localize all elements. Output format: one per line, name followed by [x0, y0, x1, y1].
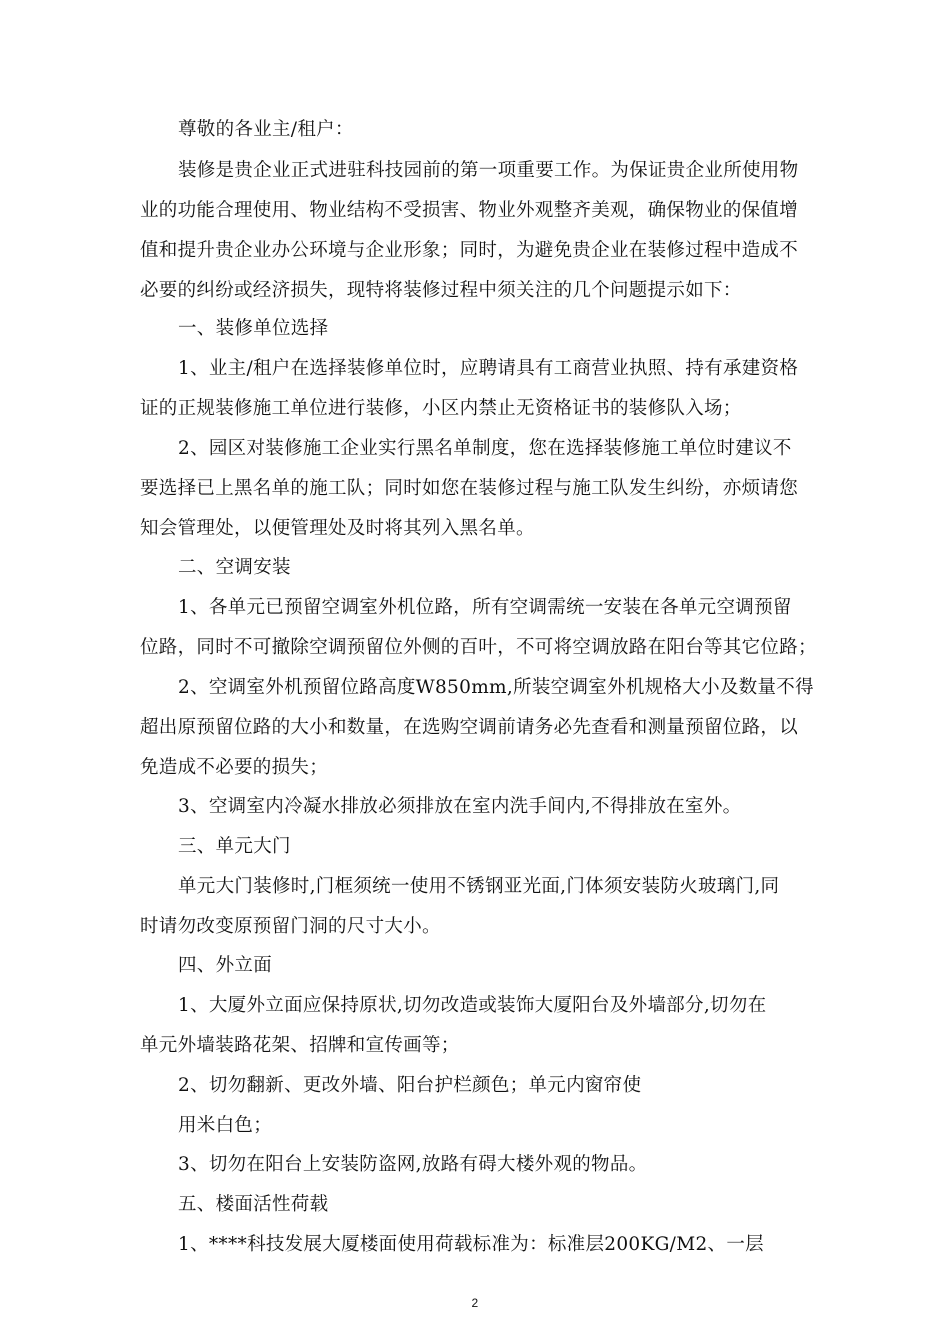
paragraph-line: 免造成不必要的损失；: [140, 757, 329, 778]
paragraph-line: 装修是贵企业正式进驻科技园前的第一项重要工作。为保证贵企业所使用物: [178, 160, 799, 181]
paragraph-line: 3、空调室内冷凝水排放必须排放在室内洗手间内,不得排放在室外。: [178, 796, 742, 817]
paragraph-line: 1、各单元已预留空调室外机位路，所有空调需统一安装在各单元空调预留: [178, 597, 792, 618]
section-heading: 四、外立面: [178, 955, 273, 976]
paragraph-line: 值和提升贵企业办公环境与企业形象；同时，为避免贵企业在装修过程中造成不: [140, 240, 799, 261]
paragraph-line: 2、空调室外机预留位路高度W850mm,所装空调室外机规格大小及数量不得: [178, 677, 814, 698]
paragraph-line: 证的正规装修施工单位进行装修，小区内禁止无资格证书的装修队入场；: [140, 398, 742, 419]
paragraph-line: 3、切勿在阳台上安装防盗网,放路有碍大楼外观的物品。: [178, 1154, 648, 1175]
paragraph-line: 位路，同时不可撤除空调预留位外侧的百叶，不可将空调放路在阳台等其它位路；: [140, 637, 817, 658]
paragraph-line: 业的功能合理使用、物业结构不受损害、物业外观整齐美观，确保物业的保值增: [140, 200, 799, 221]
section-heading: 三、单元大门: [178, 836, 291, 857]
paragraph-line: 2、园区对装修施工企业实行黑名单制度，您在选择装修施工单位时建议不: [178, 438, 792, 459]
paragraph-line: 时请勿改变原预留门洞的尺寸大小。: [140, 916, 441, 937]
paragraph-line: 知会管理处，以便管理处及时将其列入黑名单。: [140, 518, 535, 539]
page-number: 2: [471, 1296, 479, 1310]
paragraph-line: 2、切勿翻新、更改外墙、阳台护栏颜色；单元内窗帘使: [178, 1075, 642, 1096]
paragraph-line: 1、业主/租户在选择装修单位时，应聘请具有工商营业执照、持有承建资格: [178, 358, 799, 379]
paragraph-line: 单元外墙装路花架、招牌和宣传画等；: [140, 1035, 460, 1056]
paragraph-line: 超出原预留位路的大小和数量，在选购空调前请务必先查看和测量预留位路，以: [140, 717, 799, 738]
paragraph-line: 单元大门装修时,门框须统一使用不锈钢亚光面,门体须安装防火玻璃门,同: [178, 876, 780, 897]
paragraph-line: 必要的纠纷或经济损失，现特将装修过程中须关注的几个问题提示如下：: [140, 280, 742, 301]
section-heading: 五、楼面活性荷载: [178, 1194, 329, 1215]
section-heading: 二、空调安装: [178, 557, 291, 578]
paragraph-line: 用米白色；: [178, 1115, 273, 1136]
paragraph-line: 要选择已上黑名单的施工队；同时如您在装修过程与施工队发生纠纷，亦烦请您: [140, 478, 799, 499]
section-heading: 一、装修单位选择: [178, 318, 329, 339]
paragraph-line: 1、大厦外立面应保持原状,切勿改造或装饰大厦阳台及外墙部分,切勿在: [178, 995, 767, 1016]
paragraph-line: 1、****科技发展大厦楼面使用荷载标准为：标准层200KG/M2、一层: [178, 1234, 764, 1255]
salutation: 尊敬的各业主/租户：: [178, 119, 354, 140]
